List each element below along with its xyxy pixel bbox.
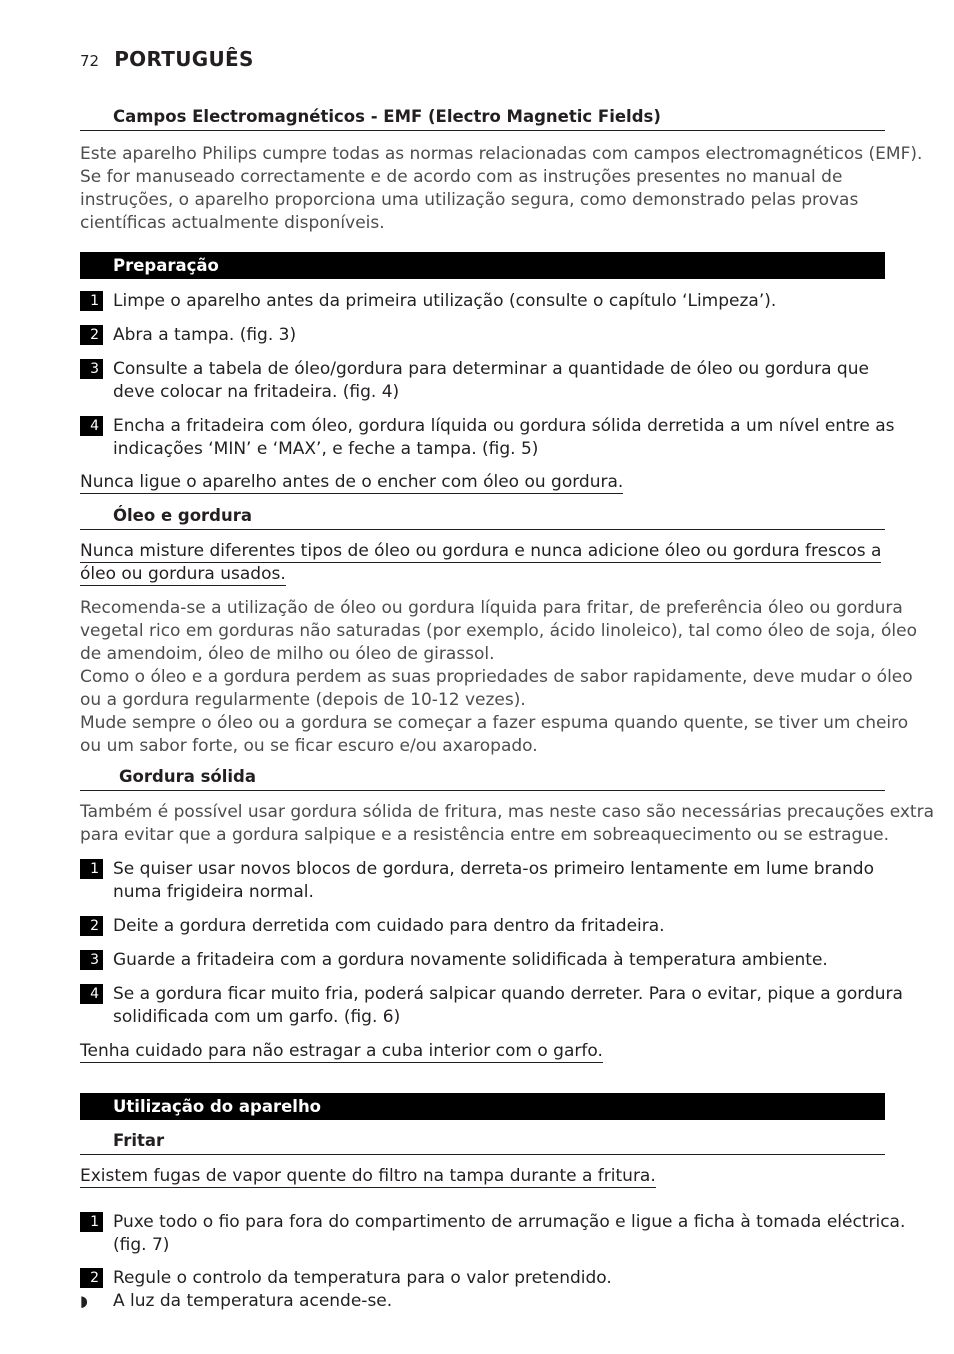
step-text: Regule o controlo da temperatura para o valor pretendido. [113,1268,612,1288]
step-number: 3 [80,359,103,379]
step-number: 1 [80,1212,103,1232]
oleo-paragraph [80,597,917,758]
step-number: 1 [80,859,103,879]
step-number: 4 [80,416,103,436]
oleo-line: de amendoim, óleo de milho ou óleo de girassol. [80,644,495,664]
step-text: indicações ‘MIN’ e ‘MAX’, e feche a tampa. (fig. 5) [113,439,539,459]
gordura-warning [80,1040,603,1063]
utilizacao-warning [80,1165,656,1188]
step-text: Se quiser usar novos blocos de gordura, derreta-os primeiro lentamente em lume brando [113,859,874,879]
step-text: Puxe todo o fio para fora do compartimento de arrumação e ligue a ficha à tomada eléctrica. [113,1212,906,1232]
oleo-line: Recomenda-se a utilização de óleo ou gordura líquida para fritar, de preferência óleo ou gordura [80,598,903,618]
step-text: numa frigideira normal. [113,882,314,902]
step-text: Guarde a fritadeira com a gordura novamente solidificada à temperatura ambiente. [113,950,828,970]
warning-text: Existem fugas de vapor quente do filtro na tampa durante a fritura. [80,1166,656,1186]
oleo-line: vegetal rico em gorduras não saturadas (por exemplo, ácido linoleico), tal como óleo de soja, óleo [80,621,917,641]
emf-line: Se for manuseado correctamente e de acordo com as instruções presentes no manual de [80,167,843,187]
oleo-line: ou a gordura regularmente (depois de 10-12 vezes). [80,690,526,710]
oleo-section-title: Óleo e gordura [80,506,885,530]
gordura-section-title: Gordura sólida [80,767,885,791]
utilizacao-section-bar: Utilização do aparelho [80,1093,885,1120]
step-text: Abra a tampa. (fig. 3) [113,325,297,345]
result-arrow-icon: ◗ [80,1292,88,1310]
gordura-line: Também é possível usar gordura sólida de fritura, mas neste caso são necessárias precauções extra [80,802,935,822]
oleo-warning [80,540,881,586]
step-number: 2 [80,325,103,345]
warning-text: óleo ou gordura usados. [80,564,286,584]
oleo-line: Como o óleo e a gordura perdem as suas propriedades de sabor rapidamente, deve mudar o óleo [80,667,913,687]
fritar-subsection-title: Fritar [80,1131,885,1155]
step-number: 2 [80,1268,103,1288]
page-number: 72 [80,52,100,70]
warning-text: Nunca ligue o aparelho antes de o encher com óleo ou gordura. [80,472,624,492]
step-number: 3 [80,950,103,970]
emf-line: científicas actualmente disponíveis. [80,213,385,233]
preparacao-warning [80,471,623,494]
result-text: A luz da temperatura acende-se. [113,1291,393,1311]
warning-text: Nunca misture diferentes tipos de óleo ou gordura e nunca adicione óleo ou gordura frescos a [80,541,882,561]
language-title: PORTUGUÊS [114,47,254,71]
step-text: (fig. 7) [113,1235,170,1255]
step-text: Se a gordura ficar muito fria, poderá salpicar quando derreter. Para o evitar, pique a gordura [113,984,903,1004]
warning-text: Tenha cuidado para não estragar a cuba interior com o garfo. [80,1041,603,1061]
step-number: 1 [80,291,103,311]
step-text: Encha a fritadeira com óleo, gordura líquida ou gordura sólida derretida a um nível entre as [113,416,895,436]
step-text: Limpe o aparelho antes da primeira utilização (consulte o capítulo ‘Limpeza’). [113,291,777,311]
emf-paragraph [80,143,923,235]
step-text: deve colocar na fritadeira. (fig. 4) [113,382,400,402]
gordura-line: para evitar que a gordura salpique e a resistência entre em sobreaquecimento ou se estrague. [80,825,889,845]
emf-line: Este aparelho Philips cumpre todas as normas relacionadas com campos electromagnéticos (EMF). [80,144,923,164]
step-text: Consulte a tabela de óleo/gordura para determinar a quantidade de óleo ou gordura que [113,359,869,379]
preparacao-section-bar: Preparação [80,252,885,279]
oleo-line: Mude sempre o óleo ou a gordura se começar a fazer espuma quando quente, se tiver um cheiro [80,713,909,733]
page-header [80,47,254,71]
gordura-paragraph [80,801,935,847]
emf-section-title: Campos Electromagnéticos - EMF (Electro Magnetic Fields) [80,107,885,131]
step-number: 2 [80,916,103,936]
emf-line: instruções, o aparelho proporciona uma utilização segura, como demonstrado pelas provas [80,190,859,210]
oleo-line: ou um sabor forte, ou se ficar escuro e/ou axaropado. [80,736,538,756]
step-text: solidificada com um garfo. (fig. 6) [113,1007,401,1027]
step-number: 4 [80,984,103,1004]
step-text: Deite a gordura derretida com cuidado para dentro da fritadeira. [113,916,665,936]
